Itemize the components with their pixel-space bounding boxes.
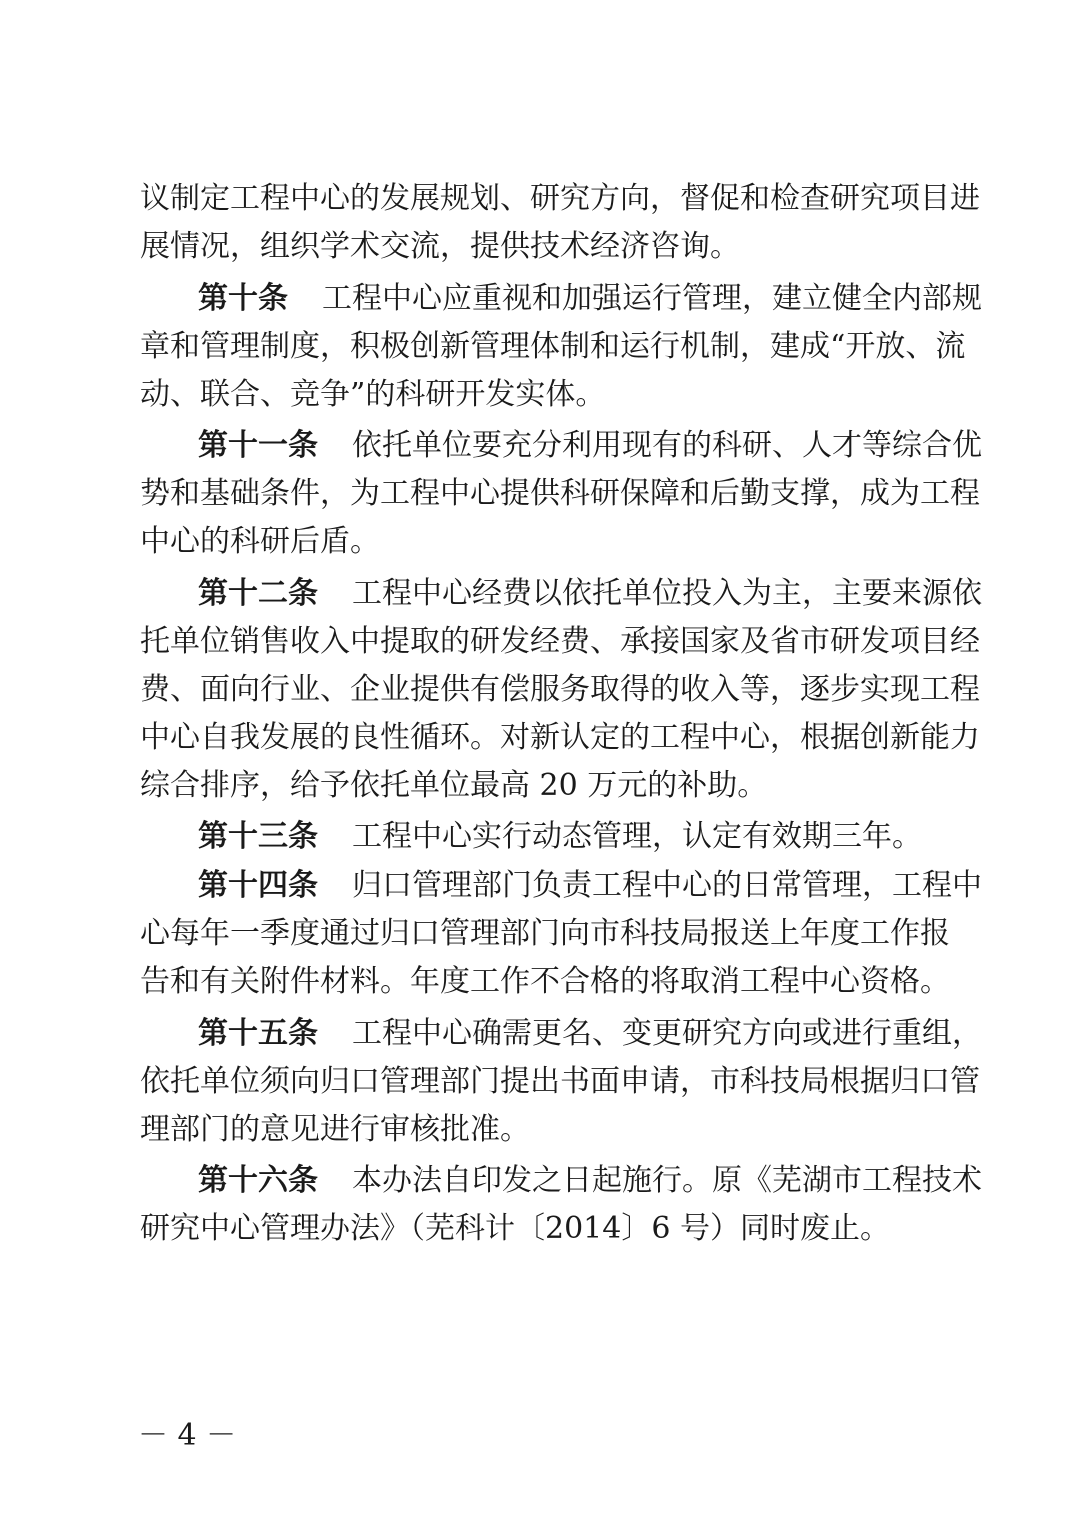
paragraph-line: 动、联合、竞争”的科研开发实体。 [140,377,606,412]
page-number: － 4 － [138,1418,237,1453]
article-heading: 第十四条 [198,868,318,903]
paragraph-line: 展情况，组织学术交流，提供技术经济咨询。 [140,229,740,264]
paragraph-line: 议制定工程中心的发展规划、研究方向，督促和检查研究项目进 [140,181,980,216]
paragraph-line: 研究中心管理办法》（芜科计〔2014〕6 号）同时废止。 [140,1211,890,1246]
paragraph-line: 托单位销售收入中提取的研发经费、承接国家及省市研发项目经 [140,624,980,659]
paragraph-line: 理部门的意见进行审核批准。 [140,1112,530,1147]
article-heading: 第十五条 [198,1016,318,1051]
article-text: 工程中心应重视和加强运行管理，建立健全内部规 [322,281,982,316]
article-text: 工程中心经费以依托单位投入为主，主要来源依 [352,576,982,611]
paragraph-line: 中心的科研后盾。 [140,524,380,559]
article-text: 依托单位要充分利用现有的科研、人才等综合优 [352,428,982,463]
article-heading: 第十条 [198,281,288,316]
article-text: 本办法自印发之日起施行。原《芜湖市工程技术 [352,1163,982,1198]
paragraph-line [198,868,982,904]
paragraph-line: 心每年一季度通过归口管理部门向市科技局报送上年度工作报 [140,916,950,951]
paragraph-line [198,1163,982,1199]
article-heading: 第十六条 [198,1163,318,1198]
paragraph-line: 依托单位须向归口管理部门提出书面申请，市科技局根据归口管 [140,1064,980,1099]
paragraph-line: 章和管理制度，积极创新管理体制和运行机制，建成“开放、流 [140,329,966,364]
paragraph-line: 费、面向行业、企业提供有偿服务取得的收入等，逐步实现工程 [140,672,980,707]
paragraph-line [198,576,982,612]
paragraph-line: 势和基础条件，为工程中心提供科研保障和后勤支撑，成为工程 [140,476,980,511]
paragraph-line: 中心自我发展的良性循环。对新认定的工程中心，根据创新能力 [140,720,980,755]
paragraph-line: 告和有关附件材料。年度工作不合格的将取消工程中心资格。 [140,964,950,999]
article-heading: 第十三条 [198,819,318,854]
article-text: 归口管理部门负责工程中心的日常管理，工程中 [352,868,982,903]
paragraph-line [198,281,982,317]
article-text: 工程中心确需更名、变更研究方向或进行重组， [352,1016,982,1051]
paragraph-line [198,428,982,464]
article-text: 工程中心实行动态管理，认定有效期三年。 [352,819,922,854]
paragraph-line [198,819,922,855]
paragraph-line [198,1016,982,1052]
article-heading: 第十一条 [198,428,318,463]
article-heading: 第十二条 [198,576,318,611]
paragraph-line: 综合排序，给予依托单位最高 20 万元的补助。 [140,768,768,803]
